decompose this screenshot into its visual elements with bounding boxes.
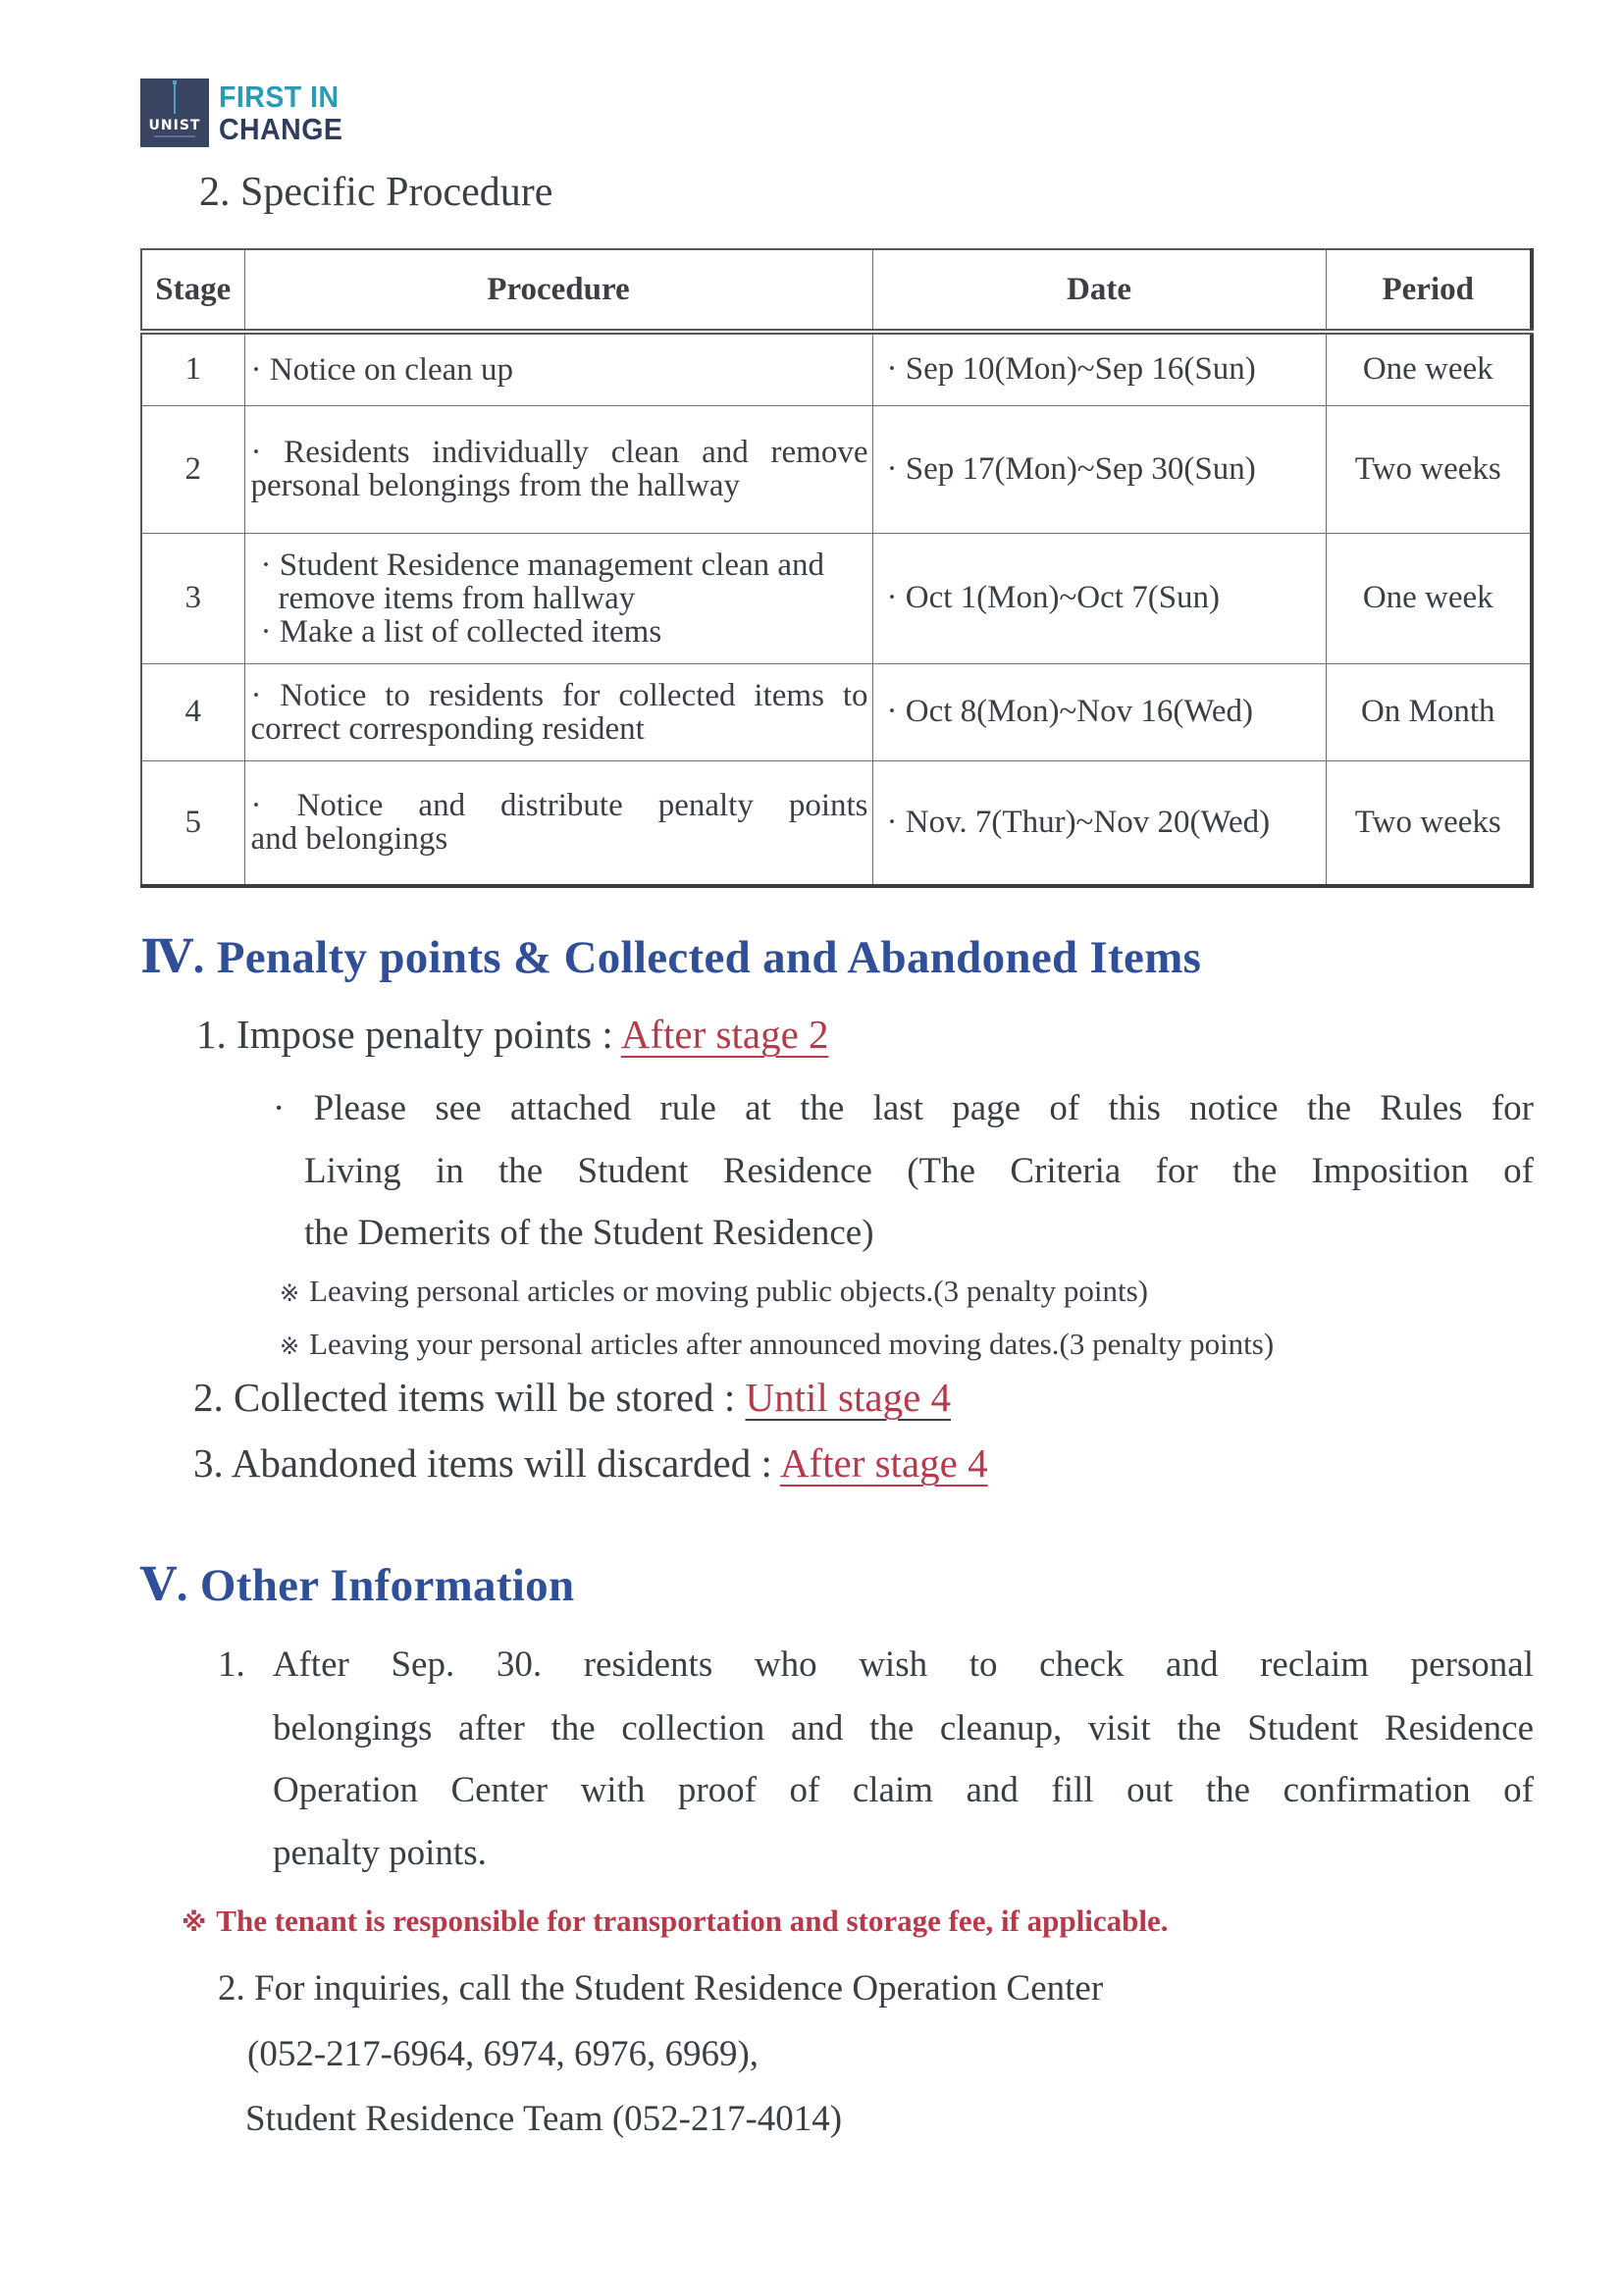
logo-slogan-line2: CHANGE <box>219 112 343 146</box>
penalty-note-2 <box>280 1327 1274 1362</box>
penalty-item-1-label: 1. Impose penalty points : <box>196 1012 613 1057</box>
procedure-line: · Notice and distribute penalty points <box>250 788 868 824</box>
inquiries-phone-numbers: (052-217-6964, 6974, 6976, 6969), <box>247 2034 759 2074</box>
procedure-line: · Make a list of collected items <box>260 613 662 650</box>
stage-cell: 1 <box>141 332 244 405</box>
column-header-stage: Stage <box>141 249 244 332</box>
procedure-table <box>140 248 1534 888</box>
section-v-numeral: Ⅴ. <box>140 1560 188 1611</box>
abandoned-items-line <box>193 1439 988 1487</box>
section-iv-numeral: Ⅳ. <box>140 932 205 983</box>
date-cell: · Oct 8(Mon)~Nov 16(Wed) <box>872 663 1326 760</box>
table-row <box>141 332 1532 405</box>
column-header-procedure: Procedure <box>244 249 872 332</box>
collected-items-value: Until stage 4 <box>745 1375 952 1420</box>
table-row <box>141 405 1532 533</box>
period-cell: One week <box>1326 533 1532 663</box>
unist-logo-mark <box>140 78 209 147</box>
tenant-fee-warning-text: The tenant is responsible for transportation and storage fee, if applicable. <box>216 1904 1169 1938</box>
procedure-line: · Notice on clean up <box>250 351 514 388</box>
collected-items-line <box>193 1374 951 1421</box>
rule-reference-line-3: the Demerits of the Student Residence) <box>304 1213 874 1253</box>
penalty-note-1 <box>280 1274 1148 1309</box>
date-cell: · Sep 10(Mon)~Sep 16(Sun) <box>872 332 1326 405</box>
reference-mark-icon: ※ <box>280 1332 300 1360</box>
table-row <box>141 663 1532 760</box>
penalty-note-text: Leaving your personal articles after announced moving dates.(3 penalty points) <box>309 1327 1275 1361</box>
logo-box-text: UNIST <box>148 118 201 133</box>
logo-slogan <box>219 78 353 147</box>
stage-cell: 4 <box>141 663 244 760</box>
reference-mark-icon: ※ <box>280 1279 300 1307</box>
rule-reference-line-1: · Please see attached rule at the last page of this notice the Rules for <box>273 1088 1534 1128</box>
procedure-cell <box>244 332 872 405</box>
procedure-cell <box>244 405 872 533</box>
section-iv-title: Penalty points & Collected and Abandoned Items <box>216 932 1202 983</box>
table-row <box>141 533 1532 663</box>
stage-cell: 2 <box>141 405 244 533</box>
other-info-item-1-line-2: belongings after the collection and the cleanup, visit the Student Residence <box>273 1708 1534 1748</box>
date-cell: · Nov. 7(Thur)~Nov 20(Wed) <box>872 760 1326 886</box>
penalty-item-1-value: After stage 2 <box>620 1012 829 1057</box>
date-cell: · Oct 1(Mon)~Oct 7(Sun) <box>872 533 1326 663</box>
procedure-line: and belongings <box>250 821 448 858</box>
other-info-item-1-line-3: Operation Center with proof of claim and fill out the confirmation of <box>273 1770 1534 1810</box>
table-row <box>141 760 1532 886</box>
tenant-fee-warning <box>182 1904 1168 1939</box>
abandoned-items-value: After stage 4 <box>779 1440 988 1486</box>
other-info-item-1-line-1 <box>218 1644 1534 1686</box>
period-cell: Two weeks <box>1326 760 1532 886</box>
other-info-item-1-line-4: penalty points. <box>273 1833 487 1873</box>
reference-mark-icon: ※ <box>182 1908 207 1938</box>
column-header-period: Period <box>1326 249 1532 332</box>
section-iv-heading <box>140 930 1201 984</box>
collected-items-label: 2. Collected items will be stored : <box>193 1375 736 1420</box>
table-header-row <box>141 249 1532 332</box>
procedure-cell <box>244 760 872 886</box>
procedure-line: remove items from hallway <box>278 580 636 616</box>
stage-cell: 5 <box>141 760 244 886</box>
unist-logo <box>140 78 353 147</box>
other-info-text: After Sep. 30. residents who wish to check and reclaim personal <box>272 1644 1534 1685</box>
column-header-date: Date <box>872 249 1326 332</box>
penalty-item-1 <box>196 1011 829 1058</box>
period-cell: Two weeks <box>1326 405 1532 533</box>
logo-i-stem <box>174 84 176 114</box>
procedure-line: correct corresponding resident <box>250 710 645 747</box>
inquiries-line-1: 2. For inquiries, call the Student Residence Operation Center <box>218 1968 1104 2009</box>
other-info-item-1-number: 1. <box>218 1644 245 1685</box>
procedure-line: · Notice to residents for collected items to <box>250 677 868 713</box>
section-v-title: Other Information <box>199 1560 575 1611</box>
procedure-line: personal belongings from the hallway <box>250 468 741 503</box>
procedure-line: · Residents individually clean and remove <box>250 435 868 470</box>
procedure-cell <box>244 533 872 663</box>
procedure-line: · Student Residence management clean and <box>260 547 825 583</box>
logo-slogan-line1: FIRST IN <box>219 79 340 114</box>
subsection-title: 2. Specific Procedure <box>199 170 553 215</box>
section-v-heading <box>140 1558 574 1612</box>
inquiries-team-phone: Student Residence Team (052-217-4014) <box>245 2099 843 2139</box>
stage-cell: 3 <box>141 533 244 663</box>
period-cell: One week <box>1326 332 1532 405</box>
logo-underline <box>154 135 195 137</box>
date-cell: · Sep 17(Mon)~Sep 30(Sun) <box>872 405 1326 533</box>
abandoned-items-label: 3. Abandoned items will discarded : <box>193 1440 772 1486</box>
procedure-cell <box>244 663 872 760</box>
rule-reference-line-2: Living in the Student Residence (The Criteria for the Imposition of <box>304 1151 1534 1191</box>
period-cell: On Month <box>1326 663 1532 760</box>
penalty-note-text: Leaving personal articles or moving public objects.(3 penalty points) <box>309 1274 1148 1308</box>
